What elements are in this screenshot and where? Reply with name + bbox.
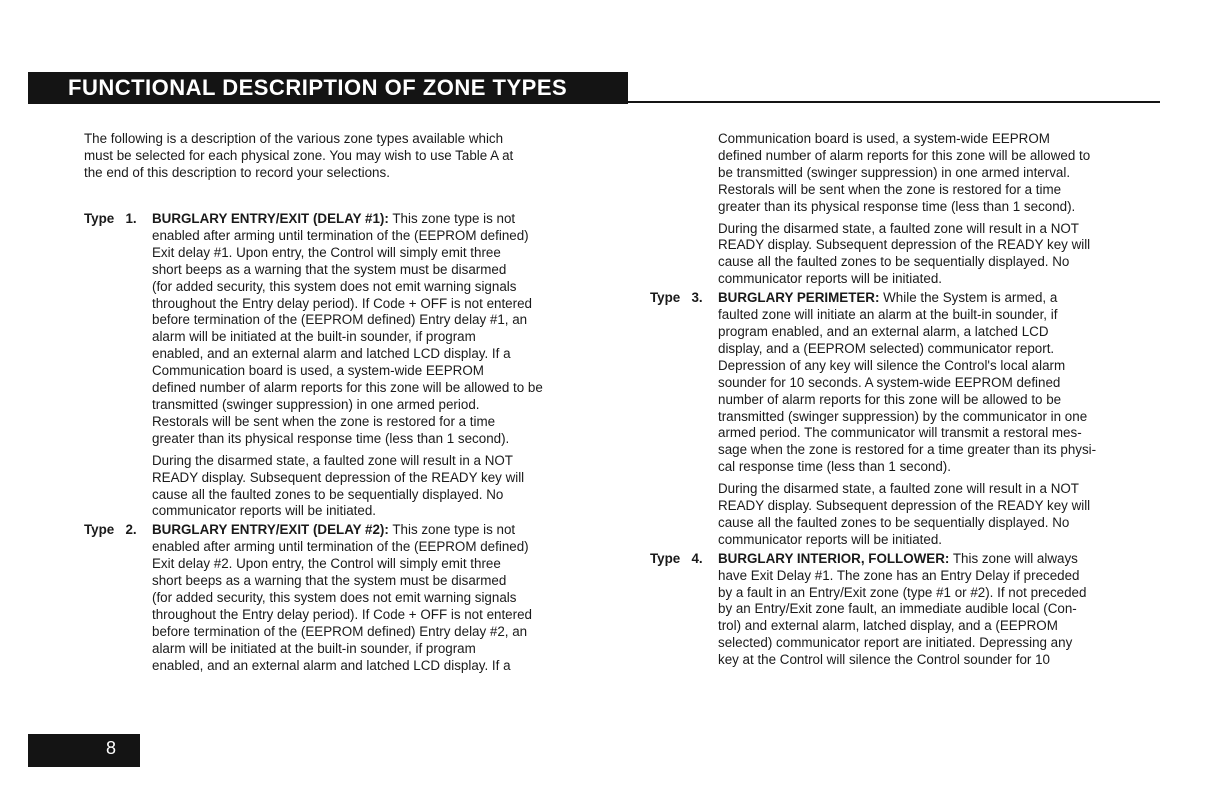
- body-line: greater than its physical response time (less than 1 second).: [152, 430, 510, 446]
- body-line: Restorals will be sent when the zone is restored for a time: [152, 413, 496, 429]
- intro-line: The following is a description of the various zone types available which: [84, 131, 504, 146]
- body-line: faulted zone will initiate an alarm at the built-in sounder, if: [718, 307, 1058, 323]
- type-3-title: BURGLARY PERIMETER:: [718, 290, 880, 306]
- body-line: (for added security, this system does not emit warning signals: [152, 589, 517, 605]
- type-2-entry: [84, 522, 604, 674]
- intro-line: the end of this description to record your selections.: [84, 164, 390, 180]
- body-line: Exit delay #1. Upon entry, the Control will simply emit three: [152, 244, 501, 260]
- body-line: During the disarmed state, a faulted zone will result in a NOT: [152, 452, 513, 468]
- body-line: be transmitted (swinger suppression) in one armed interval.: [718, 164, 1071, 180]
- type-1-continuation: [650, 131, 1170, 288]
- right-column: [650, 131, 1170, 669]
- body-line: defined number of alarm reports for this zone will be allowed to: [718, 147, 1091, 163]
- body-line: Restorals will be sent when the zone is restored for a time: [718, 181, 1062, 197]
- type-1-title: BURGLARY ENTRY/EXIT (DELAY #1):: [152, 211, 389, 226]
- body-line: cause all the faulted zones to be sequentially displayed. No: [718, 514, 1070, 530]
- body-line: cause all the faulted zones to be sequentially displayed. No: [152, 486, 504, 502]
- body-line: defined number of alarm reports for this zone will be allowed to be: [152, 380, 543, 396]
- type-1-entry: [84, 211, 604, 520]
- body-line: key at the Control will silence the Control sounder for 10: [718, 652, 1050, 668]
- type-1-heading: [84, 211, 604, 228]
- body-line: selected) communicator report are initiated. Depressing any: [718, 635, 1073, 651]
- body-line: enabled, and an external alarm and latched LCD display. If a: [152, 346, 511, 362]
- body-line: READY display. Subsequent depression of the READY key will: [718, 237, 1091, 253]
- body-line: before termination of the (EEPROM defined) Entry delay #2, an: [152, 623, 528, 639]
- body-line: alarm will be initiated at the built-in sounder, if program: [152, 640, 476, 656]
- body-line: communicator reports will be initiated.: [718, 271, 943, 287]
- body-line: Depression of any key will silence the Control's local alarm: [718, 357, 1066, 373]
- body-line: Communication board is used, a system-wide EEPROM: [718, 131, 1050, 146]
- body-line: display, and a (EEPROM selected) communicator report.: [718, 340, 1055, 356]
- type-label: Type 2.: [84, 522, 137, 538]
- body-line: (for added security, this system does not emit warning signals: [152, 278, 517, 294]
- type-4-entry: [650, 551, 1170, 669]
- section-header-bar: [28, 72, 628, 104]
- body-line: enabled after arming until termination of the (EEPROM defined): [152, 539, 529, 555]
- type-1-first-line: This zone type is not: [388, 211, 516, 226]
- body-line: short beeps as a warning that the system must be disarmed: [152, 573, 507, 589]
- body-line: sounder for 10 seconds. A system-wide EEPROM defined: [718, 374, 1061, 390]
- body-line: armed period. The communicator will transmit a restoral mes-: [718, 425, 1082, 441]
- body-line: by a fault in an Entry/Exit zone (type #1 or #2). If not preceded: [718, 584, 1087, 600]
- body-line: throughout the Entry delay period). If Code + OFF is not entered: [152, 606, 532, 622]
- type-2-title: BURGLARY ENTRY/EXIT (DELAY #2):: [152, 522, 389, 538]
- body-line: short beeps as a warning that the system must be disarmed: [152, 261, 507, 277]
- body-line: During the disarmed state, a faulted zone will result in a NOT: [718, 481, 1079, 497]
- body-line: number of alarm reports for this zone will be allowed to be: [718, 391, 1062, 407]
- body-line: communicator reports will be initiated.: [718, 531, 943, 547]
- type-4-title: BURGLARY INTERIOR, FOLLOWER:: [718, 550, 950, 566]
- type-3-heading: [650, 290, 1170, 307]
- body-line: alarm will be initiated at the built-in sounder, if program: [152, 329, 476, 345]
- type-2-heading: [84, 522, 604, 539]
- header-rule: [28, 101, 1160, 103]
- body-line: greater than its physical response time (less than 1 second).: [718, 198, 1076, 214]
- body-line: Communication board is used, a system-wide EEPROM: [152, 363, 484, 379]
- body-line: During the disarmed state, a faulted zone will result in a NOT: [718, 220, 1079, 236]
- body-line: trol) and external alarm, latched display, and a (EEPROM: [718, 618, 1058, 634]
- type-label: Type 1.: [84, 211, 137, 226]
- type-4-first-line: This zone will always: [949, 550, 1078, 566]
- body-line: transmitted (swinger suppression) by the communicator in one: [718, 408, 1088, 424]
- body-line: before termination of the (EEPROM defined) Entry delay #1, an: [152, 312, 528, 328]
- type-3-entry: [650, 290, 1170, 549]
- body-line: transmitted (swinger suppression) in one armed period.: [152, 396, 480, 412]
- section-title: FUNCTIONAL DESCRIPTION OF ZONE TYPES: [68, 75, 568, 100]
- body-line: cause all the faulted zones to be sequentially displayed. No: [718, 254, 1070, 270]
- body-line: enabled after arming until termination of the (EEPROM defined): [152, 227, 529, 243]
- type-label: Type 3.: [650, 290, 703, 306]
- body-line: throughout the Entry delay period). If Code + OFF is not entered: [152, 295, 532, 311]
- type-3-first-line: While the System is armed, a: [879, 290, 1058, 306]
- body-line: Exit delay #2. Upon entry, the Control will simply emit three: [152, 556, 501, 572]
- body-line: have Exit Delay #1. The zone has an Entry Delay if preceded: [718, 567, 1080, 583]
- body-line: by an Entry/Exit zone fault, an immediate audible local (Con-: [718, 601, 1077, 617]
- body-line: READY display. Subsequent depression of the READY key will: [152, 469, 525, 485]
- page-number: 8: [106, 738, 117, 758]
- intro-line: must be selected for each physical zone. You may wish to use Table A at: [84, 147, 514, 163]
- body-line: communicator reports will be initiated.: [152, 503, 377, 519]
- body-line: sage when the zone is restored for a time greater than its physi-: [718, 442, 1097, 458]
- body-line: enabled, and an external alarm and latched LCD display. If a: [152, 657, 511, 673]
- type-4-heading: [650, 550, 1170, 568]
- type-label: Type 4.: [650, 550, 703, 566]
- intro-paragraph: [84, 131, 604, 182]
- page-number-box: [28, 734, 140, 767]
- type-2-first-line: This zone type is not: [388, 522, 516, 538]
- body-line: program enabled, and an external alarm, a latched LCD: [718, 323, 1049, 339]
- body-line: READY display. Subsequent depression of the READY key will: [718, 498, 1091, 514]
- left-column: [84, 211, 604, 674]
- body-line: cal response time (less than 1 second).: [718, 459, 951, 475]
